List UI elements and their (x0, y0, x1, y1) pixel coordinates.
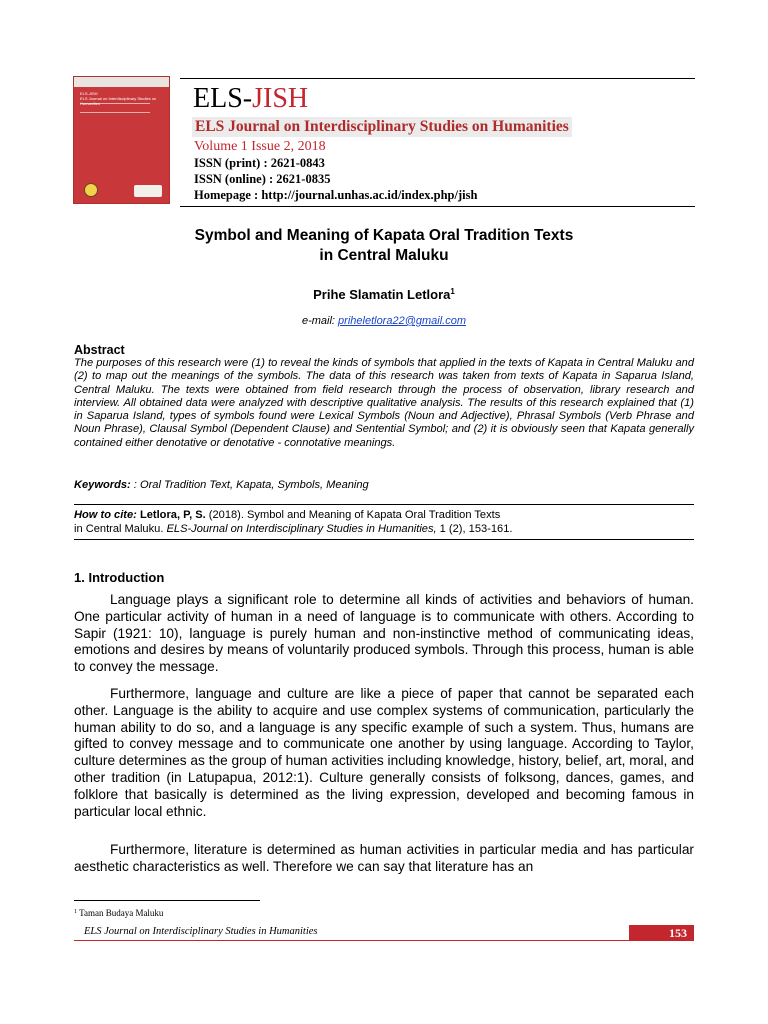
header-top-rule (180, 78, 695, 79)
article-title-line-2: in Central Maluku (319, 247, 449, 264)
issn-print: ISSN (print) : 2621-0843 (194, 156, 325, 170)
journal-cover-image (73, 76, 170, 204)
intro-paragraph-3: Furthermore, literature is determined as human activities in particular media and has particular aesthetic characteristics as well. Therefore we can say that literature has an (74, 842, 694, 874)
author-footnote-mark: 1 (450, 287, 455, 296)
citation-text-2: in Central Maluku. (74, 523, 167, 535)
citation-text-3: 1 (2), 153-161. (436, 523, 513, 535)
citation-line-1 (74, 508, 694, 522)
author-name: Prihe Slamatin Letlora (313, 287, 451, 302)
cover-label: ELS-JISH (80, 91, 98, 96)
footnote-mark: 1 (74, 909, 77, 915)
page-number: 153 (629, 925, 694, 941)
citation-author: Letlora, P, S. (139, 509, 206, 521)
journal-short-accent: JISH (252, 83, 309, 114)
footer-rule (74, 940, 629, 941)
email-link[interactable]: priheletlora22@gmail.com (338, 315, 466, 327)
citation-line-2 (74, 522, 694, 536)
university-seal-icon (84, 183, 98, 197)
cover-top-strip (74, 77, 169, 87)
citation-top-rule (74, 504, 694, 505)
cover-decoration (80, 103, 150, 113)
cover-badge (134, 185, 162, 197)
citation-bottom-rule (74, 539, 694, 540)
journal-homepage: Homepage : http://journal.unhas.ac.id/index.php/jish (194, 188, 478, 202)
abstract-heading: Abstract (74, 343, 125, 357)
cover-full-title: ELS Journal on Interdisciplinary Studies on Humanities (80, 96, 157, 106)
keywords-text: : Oral Tradition Text, Kapata, Symbols, Meaning (130, 479, 369, 491)
journal-short-title (193, 84, 308, 114)
article-author (60, 284, 708, 303)
journal-short-prefix: ELS- (193, 83, 253, 114)
journal-full-title: ELS Journal on Interdisciplinary Studies on Humanities (192, 117, 572, 137)
article-title-line-1: Symbol and Meaning of Kapata Oral Tradition Texts (194, 227, 574, 244)
citation-label: How to cite: (74, 509, 140, 521)
section-heading: 1. Introduction (74, 570, 165, 585)
intro-paragraph-2: Furthermore, language and culture are like a piece of paper that cannot be separated each other. Language is the ability to acquire and use complex systems of communication, particularly the human ability to do so, and a language is any specific example of such a system. Thus, humans are gifted to convey message and to communicate one another by using language. According to Taylor, culture determines as the group of human activities including knowledge, history, belief, art, moral, and other tradition (in Latupapua, 2012:1). Culture generally consists of folksong, dances, games, and folklore that basically is determined as the living expression, developed and becoming famous in particular local ethnic. (74, 686, 694, 819)
abstract-body: The purposes of this research were (1) to reveal the kinds of symbols that applied in the texts of Kapata in Central Maluku and (2) to map out the meanings of the symbols. The data of this research was taken from texts of Kapata in Saparua Island, Central Maluku. The texts were obtained from field research through the process of observation, library research and interview. All obtained data were analyzed with descriptive qualitative analysis. The results of this research explained that (1) in Saparua Island, types of symbols found were Lexical Symbols (Noun and Adjective), Phrasal Symbols (Verb Phrase and Noun Phrase), Clausal Symbol (Dependent Clause) and Sentential Symbol; and (2) it is obviously seen that Kapata generally contained either denotative or denotative - connotative meanings. (74, 357, 694, 449)
email-label: e-mail: (301, 315, 339, 327)
footnote-rule (74, 900, 260, 901)
footer-journal-name: ELS Journal on Interdisciplinary Studies in Humanities (84, 926, 318, 937)
intro-paragraph-1: Language plays a significant role to determine all kinds of activities and behaviors of human. One particular activity of human in a need of language is to communicate with others. According to Sapir (1921: 10), language is purely human and non-instinctive method of communicating ideas, emotions and desires by means of voluntarily produced symbols. Through this process, human is able to convey the message. (74, 592, 694, 675)
footnote-text: Taman Budaya Maluku (77, 908, 164, 918)
footnote (74, 906, 163, 919)
header-bottom-rule (180, 206, 695, 207)
citation-journal: ELS-Journal on Interdisciplinary Studies in Humanities, (166, 523, 437, 535)
keywords (74, 478, 369, 492)
author-email (60, 314, 708, 328)
journal-volume: Volume 1 Issue 2, 2018 (194, 139, 326, 154)
citation-text-1: (2018). Symbol and Meaning of Kapata Oral Tradition Texts (205, 509, 501, 521)
issn-online: ISSN (online) : 2621-0835 (194, 172, 331, 186)
keywords-label: Keywords: (74, 479, 131, 491)
